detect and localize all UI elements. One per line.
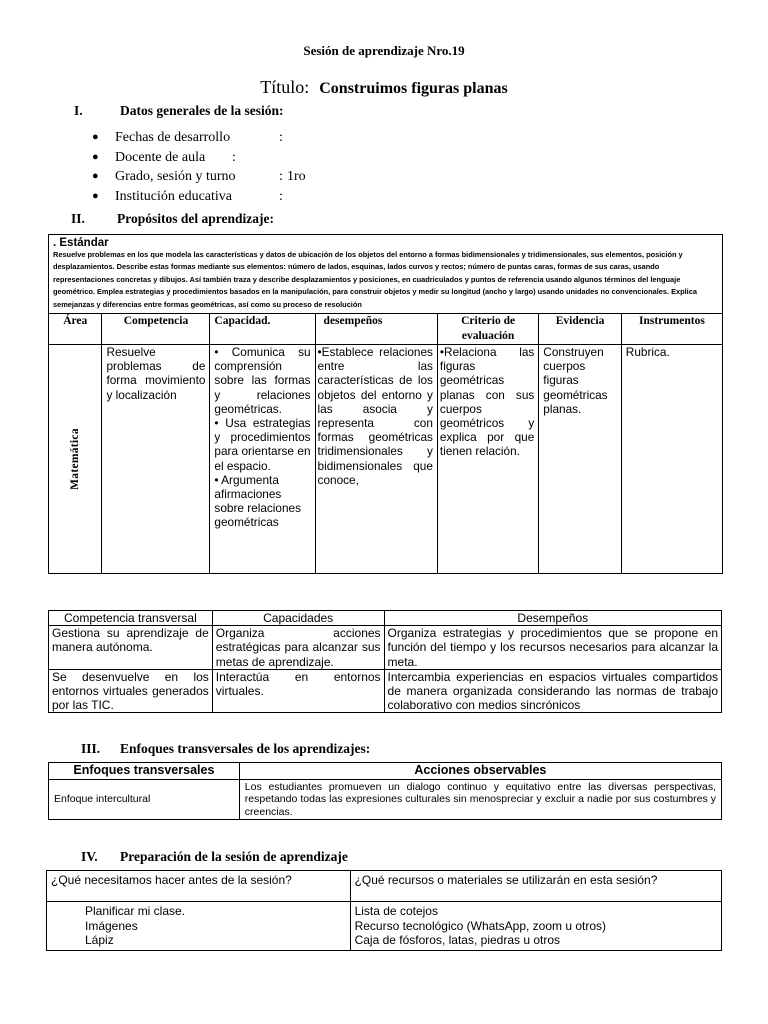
column-header-enfoques: Enfoques transversales — [49, 763, 240, 780]
section-1-heading — [74, 103, 283, 119]
section-3-heading — [81, 741, 370, 757]
section-2-heading — [71, 211, 274, 227]
item-label: Fechas de desarrollo — [115, 130, 231, 145]
criterio-cell: •Relaciona las figuras geométricas planas con sus cuerpos geométricos y explica por que tienen relación. — [437, 345, 538, 574]
item-label: Institución educativa — [115, 188, 233, 204]
column-header-acciones: Acciones observables — [239, 763, 721, 780]
evidencia-cell: Construyen cuerpos figuras geométricas planas. — [539, 345, 622, 574]
column-header-capacidad: Capacidad. — [210, 314, 315, 345]
list-item: Recurso tecnológico (WhatsApp, zoom u otros) — [354, 918, 607, 933]
standard-title: . Estándar — [53, 237, 109, 249]
transversal-competencia: Gestiona su aprendizaje de manera autónoma. — [49, 626, 213, 670]
approaches-header-row — [49, 763, 722, 780]
column-header-instrumentos: Instrumentos — [621, 314, 722, 345]
table-row — [47, 902, 722, 951]
column-header-desempenos: desempeños — [315, 314, 437, 345]
title-label: Título: — [260, 77, 310, 97]
transversal-capacidad: Organiza acciones estratégicas para alcanzar sus metas de aprendizaje. — [212, 626, 384, 670]
section-2-title: Propósitos del aprendizaje: — [117, 211, 274, 226]
instrumentos-cell: Rubrica. — [621, 345, 722, 574]
section-1-title: Datos generales de la sesión: — [120, 103, 284, 118]
section-1-number: I. — [74, 103, 83, 118]
list-item: Imágenes — [85, 918, 138, 933]
column-header-desempenos: Desempeños — [384, 611, 721, 626]
column-header-before-session: ¿Qué necesitamos hacer antes de la sesión? — [47, 871, 351, 902]
standard-row — [49, 235, 723, 314]
item-label: Docente de aula — [115, 149, 206, 165]
item-value: 1ro — [287, 169, 306, 184]
standard-cell — [49, 235, 723, 314]
purposes-table — [48, 234, 723, 574]
section-4-heading — [81, 849, 348, 865]
section-4-number: IV. — [81, 849, 98, 864]
purposes-header-row — [49, 314, 723, 345]
transversal-competencia: Se desenvuelve en los entornos virtuales generados por las TIC. — [49, 669, 213, 713]
section-2-number: II. — [71, 211, 85, 226]
capacidad-item: • Argumenta afirmaciones sobre relaciones geométricas — [214, 472, 301, 530]
bullet-icon: ● — [92, 131, 99, 143]
item-colon: : — [279, 188, 283, 204]
section-4-title: Preparación de la sesión de aprendizaje — [120, 849, 348, 864]
area-cell — [49, 345, 102, 574]
section-3-number: III. — [81, 741, 101, 756]
desempenos-cell: •Establece relaciones entre las características de los objetos del entorno y las asocia y representa con formas geométricas tridimensionales y bidimensionales que conoce, — [315, 345, 437, 574]
column-header-resources: ¿Qué recursos o materiales se utilizarán en esta sesión? — [350, 871, 721, 902]
purposes-data-row — [49, 345, 723, 574]
item-colon: : — [279, 130, 283, 145]
section-3-title: Enfoques transversales de los aprendizajes: — [120, 741, 371, 756]
column-header-evidencia: Evidencia — [539, 314, 622, 345]
approaches-table — [48, 762, 722, 820]
list-item: Lista de cotejos — [354, 904, 438, 918]
list-item: Caja de fósforos, latas, piedras u otros — [354, 933, 561, 947]
bullet-icon: ● — [92, 150, 99, 163]
item-label: Grado, sesión y turno — [115, 169, 236, 184]
standard-text: Resuelve problemas en los que modela las características y datos de ubicación de los objetos del entorno a formas bidimensionales y tridimensionales, sus elementos, posición y desplazamientos. Describe estas formas mediante sus elementos: número de lados, esquinas, lados curvos y rectos; número de puntas caras, formas de sus caras, usando representaciones concretas y dibujos. Así también traza y describe desplazamientos y posiciones, en cuadriculados y puntos de referencia usando algunos términos del lenguaje geométrico. Emplea estrategias y procedimientos basados en la manipulación, para construir objetos y medir su longitud (ancho y largo) usando unidades no convencionales. Explica semejanzas y diferencias entre formas geométricas, así como su proceso de resolución — [53, 250, 697, 309]
preparation-table — [46, 870, 722, 951]
capacidad-item: • Usa estrategias y procedimientos para orientarse en el espacio. — [214, 416, 311, 473]
competencia-cell: Resuelve problemas de forma movimiento y localización — [102, 345, 210, 574]
item-colon: : — [279, 169, 283, 184]
area-label: Matemática — [69, 428, 82, 490]
transversal-capacidad: Interactúa en entornos virtuales. — [212, 669, 384, 713]
enfoque-actions: Los estudiantes promueven un dialogo continuo y equitativo entre las diversas perspectivas, respetando todas las expresiones culturales sin menospreciar y excluir a nadie por sus costumbres y creencias. — [239, 780, 721, 820]
column-header-criterio: Criterio de evaluación — [437, 314, 538, 345]
before-session-cell — [47, 902, 351, 951]
column-header-competencia-transversal: Competencia transversal — [49, 611, 213, 626]
capacidad-cell — [210, 345, 315, 574]
transversal-desempeno: Organiza estrategias y procedimientos que se propone en función del tiempo y los recursos necesarios para alcanzar la meta. — [384, 626, 721, 670]
column-header-competencia: Competencia — [102, 314, 210, 345]
title-value: Construimos figuras planas — [319, 80, 508, 97]
capacidad-item: • Comunica su comprensión sobre las formas y relaciones geométricas. — [214, 345, 311, 416]
table-row — [49, 669, 722, 713]
bullet-icon: ● — [92, 170, 99, 182]
bullet-icon: ● — [92, 189, 99, 202]
transversal-header-row — [49, 611, 722, 626]
table-row — [49, 780, 722, 820]
item-colon: : — [232, 149, 236, 165]
column-header-area: Área — [49, 314, 102, 345]
resources-cell — [350, 902, 721, 951]
document-title — [0, 77, 768, 98]
table-row — [49, 626, 722, 670]
list-item: Planificar mi clase. — [85, 904, 186, 918]
enfoque-name: Enfoque intercultural — [49, 780, 240, 820]
preparation-header-row — [47, 871, 722, 902]
transversal-competences-table — [48, 610, 722, 713]
session-title: Sesión de aprendizaje Nro.19 — [303, 43, 465, 58]
transversal-desempeno: Intercambia experiencias en espacios virtuales compartidos de manera organizada considerando las normas de trabajo colaborativo con medios sincrónicos — [384, 669, 721, 713]
column-header-capacidades: Capacidades — [212, 611, 384, 626]
list-item: Lápiz — [85, 933, 114, 947]
